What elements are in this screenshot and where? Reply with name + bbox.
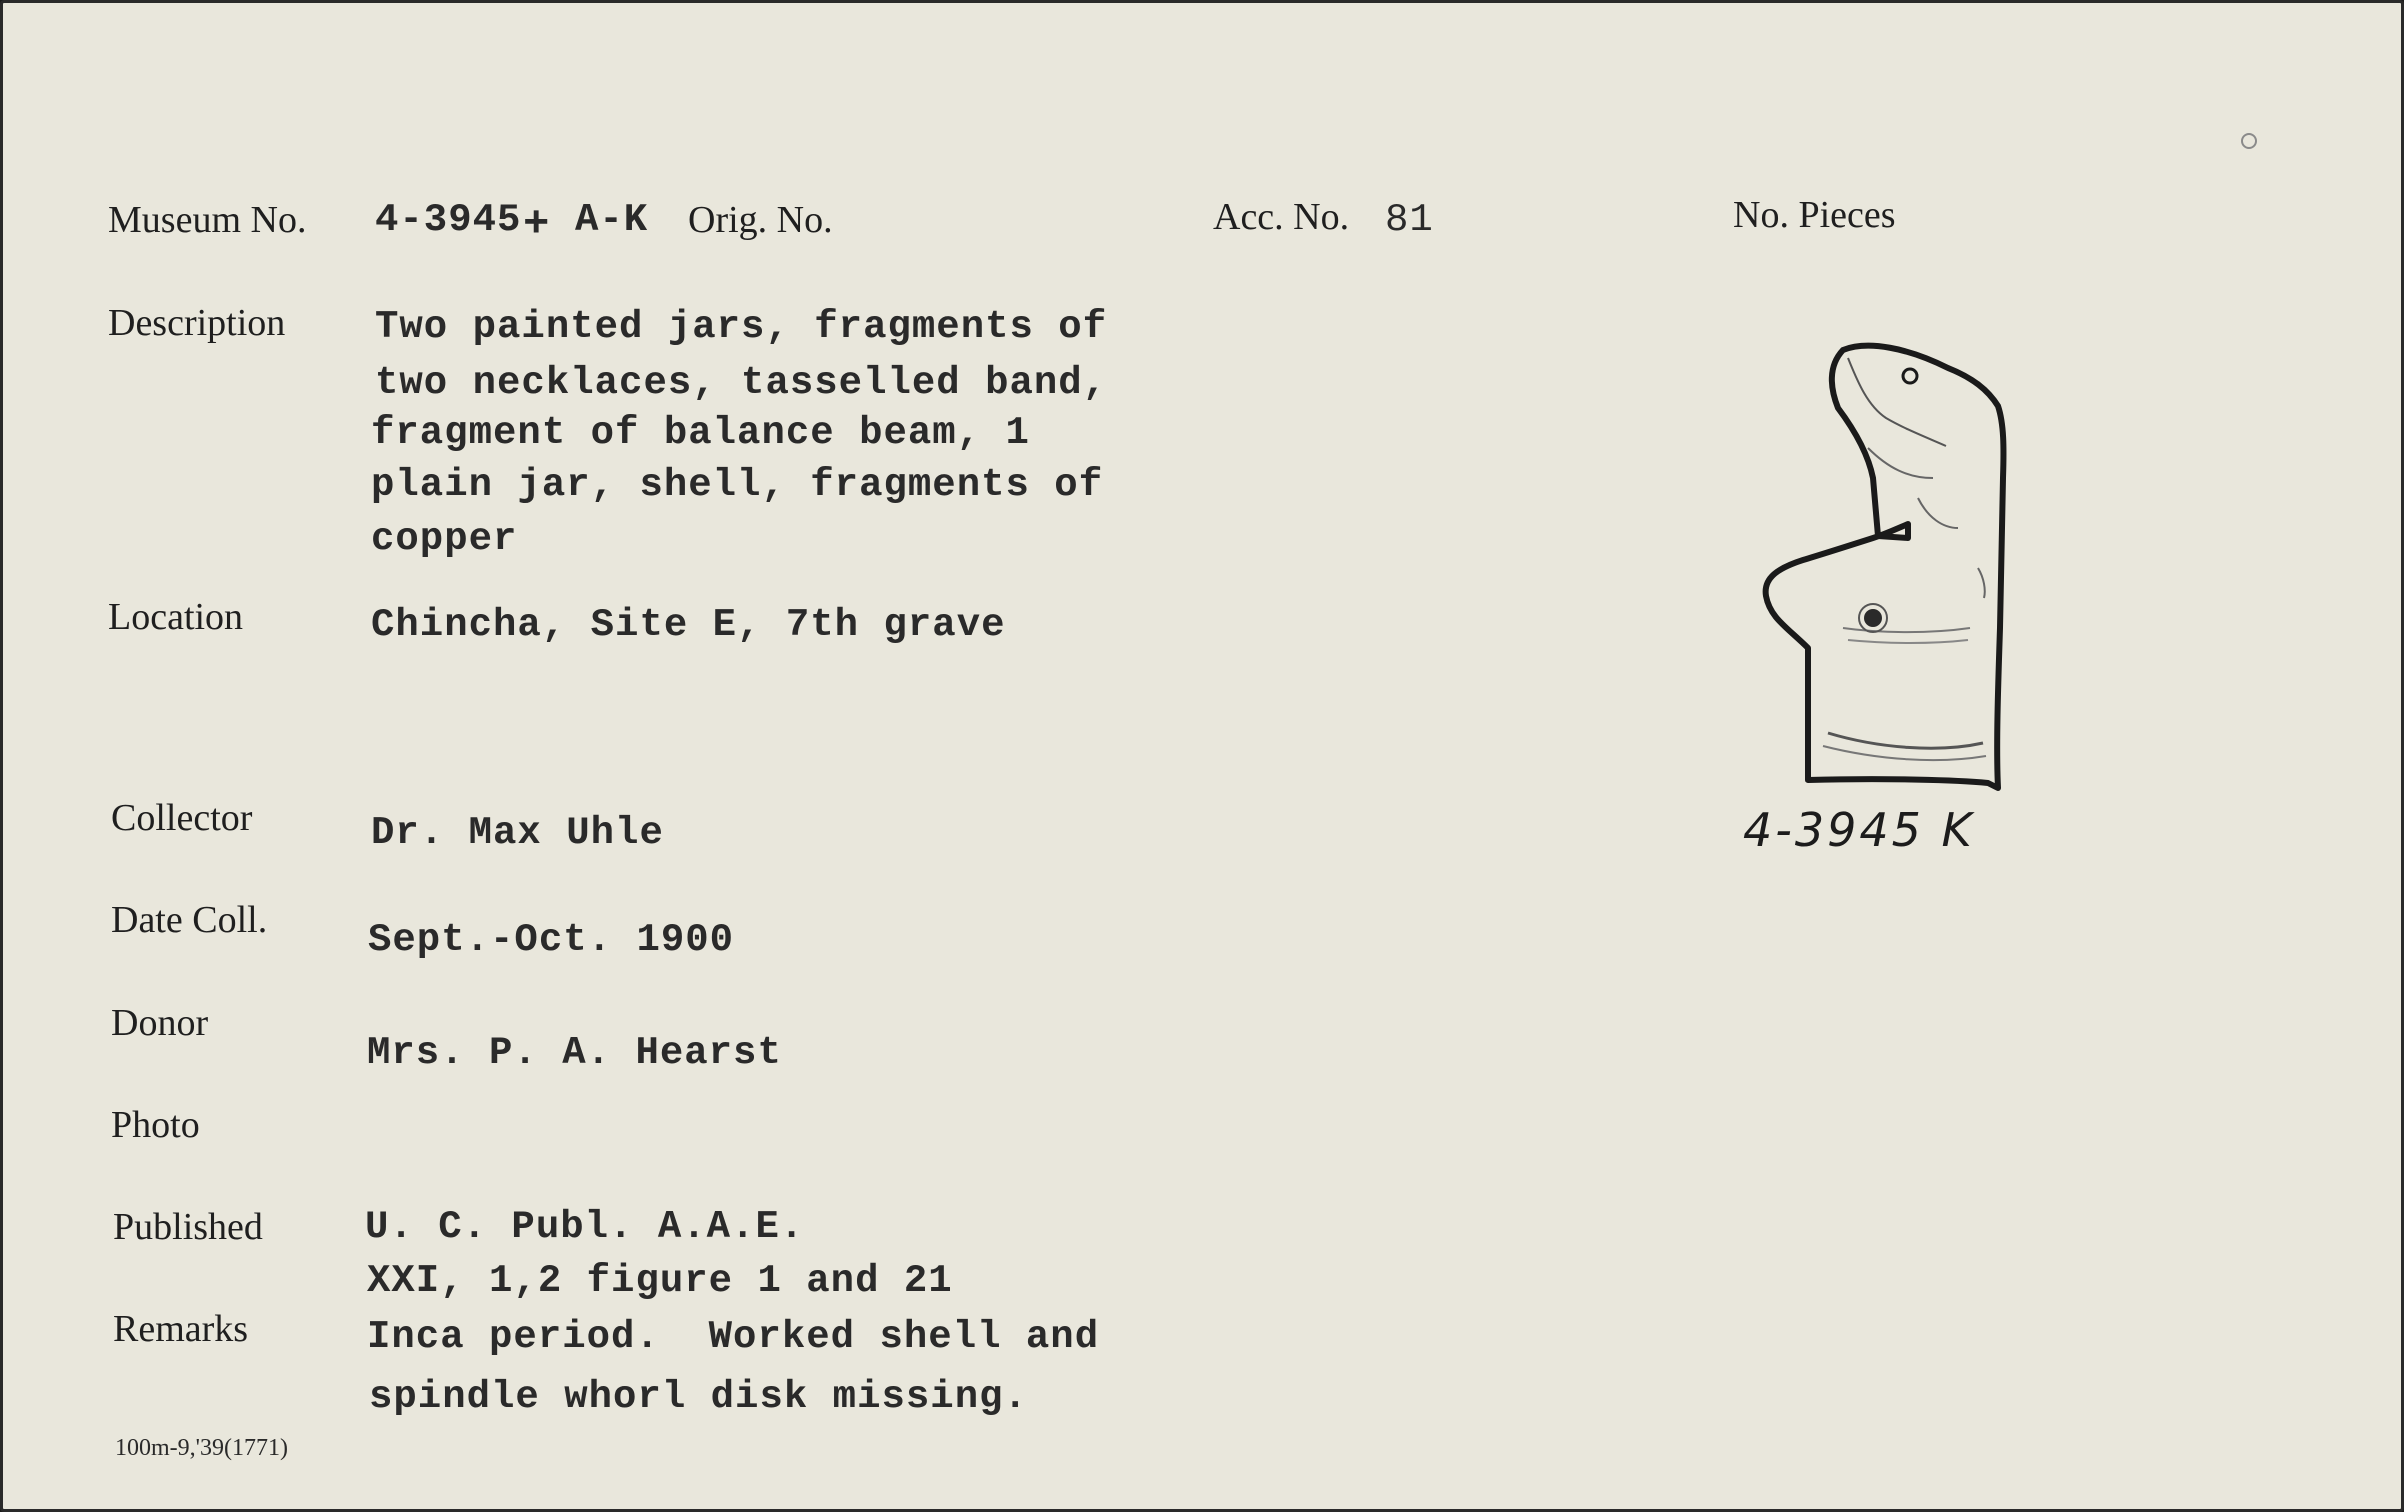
donor-label: Donor: [111, 1002, 209, 1044]
collector-value: Dr. Max Uhle: [371, 811, 664, 855]
acc-no-value: 81: [1385, 198, 1434, 242]
description-line: fragment of balance beam, 1: [371, 411, 1030, 455]
photo-label: Photo: [111, 1104, 200, 1146]
location-label: Location: [108, 596, 244, 638]
museum-no-label: Museum No.: [108, 199, 307, 241]
speck-mark: [2241, 133, 2257, 149]
description-line: plain jar, shell, fragments of: [371, 463, 1104, 507]
orig-no-label: Orig. No.: [688, 199, 833, 241]
remarks-line: spindle whorl disk missing.: [369, 1375, 1028, 1419]
no-pieces-label: No. Pieces: [1733, 194, 1896, 236]
published-line: U. C. Publ. A.A.E.: [365, 1205, 805, 1249]
museum-no-mark: +: [523, 200, 551, 250]
remarks-line: Inca period. Worked shell and: [367, 1315, 1100, 1359]
description-line: two necklaces, tasselled band,: [375, 361, 1108, 405]
donor-value: Mrs. P. A. Hearst: [367, 1031, 782, 1075]
date-coll-label: Date Coll.: [111, 899, 268, 941]
description-line: copper: [371, 517, 518, 561]
collector-label: Collector: [111, 797, 253, 839]
museum-no-suffix: A-K: [575, 198, 649, 242]
remarks-label: Remarks: [113, 1308, 249, 1350]
description-line: Two painted jars, fragments of: [375, 305, 1108, 349]
published-label: Published: [113, 1206, 263, 1248]
description-label: Description: [108, 302, 286, 344]
published-line: XXI, 1,2 figure 1 and 21: [367, 1259, 953, 1303]
museum-no-value: 4-3945: [375, 198, 522, 242]
print-code: 100m-9,'39(1771): [115, 1435, 288, 1461]
location-value: Chincha, Site E, 7th grave: [371, 603, 1006, 647]
acc-no-label: Acc. No.: [1213, 196, 1350, 238]
date-coll-value: Sept.-Oct. 1900: [368, 918, 735, 962]
artifact-sketch-icon: [1748, 328, 2043, 808]
sketch-caption: 4-3945 K: [1743, 803, 1975, 857]
